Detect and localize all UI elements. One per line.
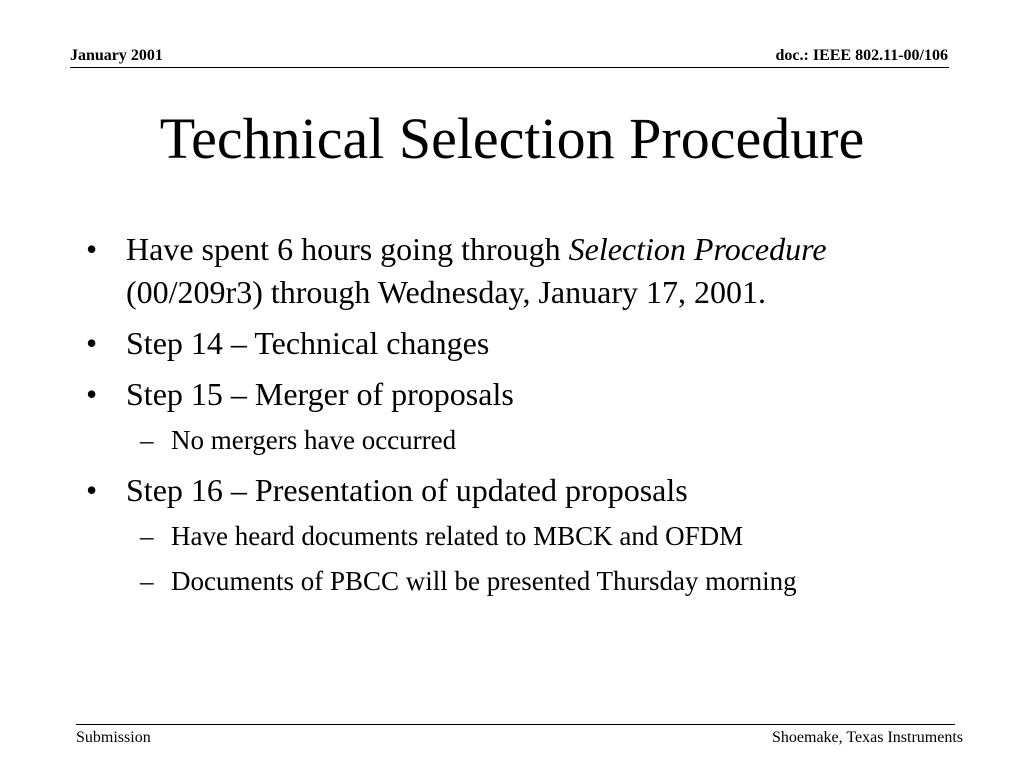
bullet-item — [0, 373, 1024, 416]
bullet-marker: • — [86, 376, 98, 412]
footer-author: Shoemake, Texas Instruments — [772, 729, 963, 746]
bullet-item — [0, 469, 1024, 512]
bullet-marker: • — [86, 325, 98, 361]
sub-bullet-text: No mergers have occurred — [171, 425, 457, 455]
bullet-text: Step 14 – Technical changes — [126, 325, 490, 361]
sub-bullet-item — [0, 565, 1024, 597]
bullet-list — [0, 228, 1024, 610]
sub-bullet-text: Documents of PBCC will be presented Thursday morning — [171, 566, 797, 596]
header-date: January 2001 — [70, 47, 163, 64]
sub-bullet-text: Have heard documents related to MBCK and OFDM — [171, 521, 744, 551]
bullet-text: Step 16 – Presentation of updated proposals — [126, 472, 688, 508]
dash-marker: – — [140, 521, 154, 551]
dash-marker: – — [140, 425, 154, 455]
bullet-text: Step 15 – Merger of proposals — [126, 376, 514, 412]
bullet-marker: • — [86, 231, 98, 267]
footer-divider — [76, 724, 955, 725]
bullet-item — [0, 228, 1024, 314]
slide-title: Technical Selection Procedure — [159, 106, 865, 171]
bullet-item — [0, 322, 1024, 365]
header-divider — [70, 67, 949, 68]
bullet-text-italic: Selection Procedure — [568, 231, 827, 267]
bullet-marker: • — [86, 472, 98, 508]
dash-marker: – — [140, 566, 154, 596]
header-doc-id: doc.: IEEE 802.11-00/106 — [775, 47, 948, 64]
sub-bullet-item — [0, 424, 1024, 456]
bullet-text-end: (00/209r3) through Wednesday, January 17, 2001. — [126, 274, 766, 310]
footer-submission: Submission — [76, 729, 151, 746]
bullet-text-start: Have spent 6 hours going through — [126, 231, 569, 267]
sub-bullet-item — [0, 520, 1024, 552]
